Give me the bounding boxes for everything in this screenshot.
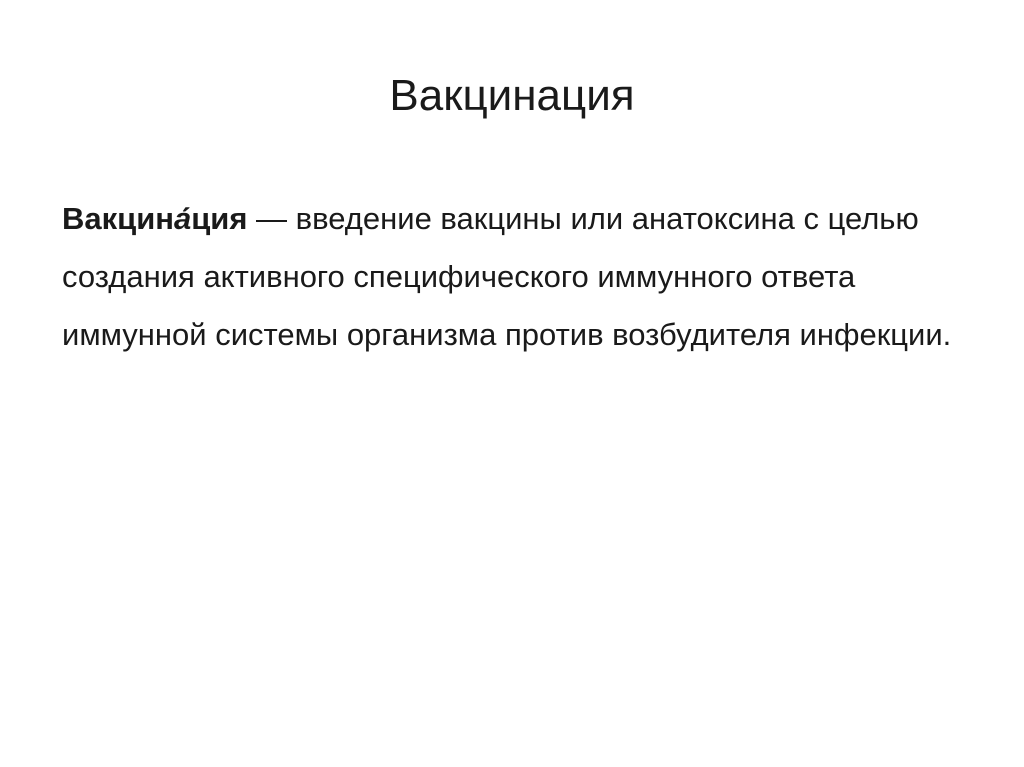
term-stressed-vowel: а́ bbox=[173, 201, 192, 236]
defined-term bbox=[62, 201, 247, 236]
definition-paragraph bbox=[62, 190, 982, 364]
definition-text: — введение вакцины или анатоксина с целью создания активного специфического иммунного ответа иммунной системы организма против возбудителя инфекции. bbox=[62, 201, 952, 352]
term-part-1: Вакцин bbox=[62, 201, 174, 236]
slide-title: Вакцинация bbox=[389, 71, 635, 120]
term-part-2: ция bbox=[191, 201, 248, 236]
